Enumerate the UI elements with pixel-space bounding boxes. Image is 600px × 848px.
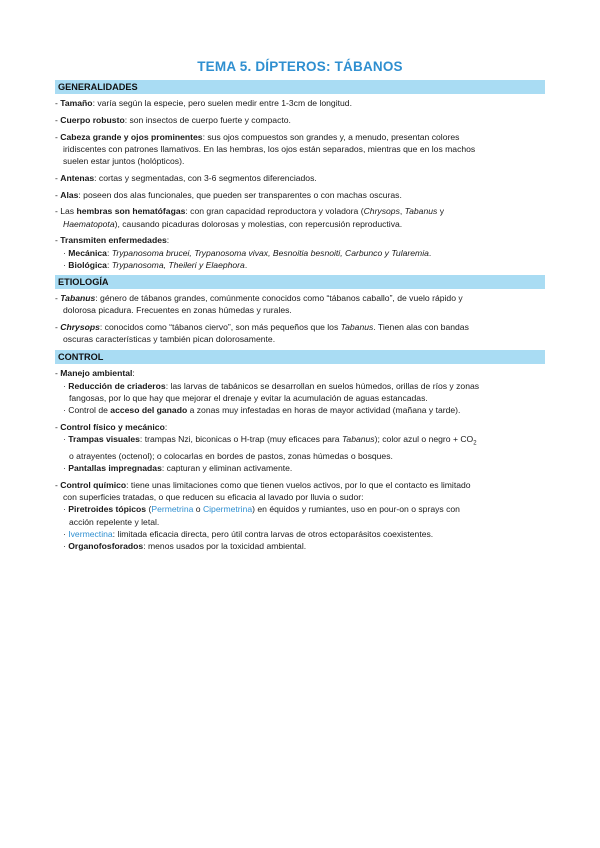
sublist-item-mecanica: · Mecánica: Trypanosoma brucei, Trypanosoma vivax, Besnoitia besnoiti, Carbunco y Tularemia. [63, 247, 432, 258]
list-item-transmiten: - Transmiten enfermedades: · Mecánica: Trypanosoma brucei, Trypanosoma vivax, Besnoitia besnoiti, Carbunco y Tularemia. · Biológica: Trypanosoma, Theileri y Elaephora. [55, 234, 545, 271]
list-item-hembras: - Las hembras son hematófagas: con gran capacidad reproductora y voladora (Chrysops, Tabanus y Haematopota), causando picaduras dolorosas y molestias, con repercusión reproductiva. [55, 206, 444, 229]
section-header-generalidades: GENERALIDADES [55, 80, 545, 94]
list-item-tamano: - Tamaño: varía según la especie, pero suelen medir entre 1-3cm de longitud. [55, 98, 352, 108]
list-item-quimico: - Control químico: tiene unas limitaciones como que tienen vuelos activos, por lo que el contacto es limitado con superficies tratadas, o que reducen su eficacia al lavado por lluvia o sudor: · Piretroides tópicos (Permetrina o Cipermetrina) en équidos y rumiantes, uso en pour-on o sprays con acción repelente y letal. · Ivermectina: limitada eficacia directa, pero útil contra larvas de otros ectoparásitos coexistentes. · Organofosforados: menos usados por la toxicidad ambiental. [55, 479, 545, 552]
list-item-cabeza: - Cabeza grande y ojos prominentes: sus ojos compuestos son grandes y, a menudo, presentan colores iridiscentes con patrones llamativos. En las hembras, los ojos están separados, mientras que en los machos suelen estar juntos (holópticos). [55, 131, 476, 166]
list-item-tabanus: - Tabanus: género de tábanos grandes, comúnmente conocidos como “tábanos caballo”, de vuelo rápido y dolorosa picadura. Frecuentes en zonas húmedas y rurales. [55, 293, 463, 316]
list-item-alas: - Alas: poseen dos alas funcionales, que pueden ser transparentes o con machas oscuras. [55, 189, 402, 200]
document-page [55, 0, 545, 552]
sublist-item-trampas: · Trampas visuales: trampas Nzi, biconicas o H-trap (muy eficaces para Tabanus); color azul o negro + $CO_2$ o atrayentes (octenol); o colocarlas en bordes de pastos, zonas húmedas o bosques. [63, 434, 477, 461]
sublist-item-ivermectina: · Ivermectina: limitada eficacia directa, pero útil contra larvas de otros ectoparásitos coexistentes. [63, 528, 434, 539]
sublist-item-biologica: · Biológica: Trypanosoma, Theileri y Elaephora. [63, 259, 248, 270]
list-item-antenas: - Antenas: cortas y segmentadas, con 3-6 segmentos diferenciados. [55, 172, 317, 183]
list-item-manejo: - Manejo ambiental: · Reducción de criaderos: las larvas de tabánicos se desarrollan en suelos húmedos, orillas de ríos y zonas fangosas, por lo que hay que mejorar el drenaje y evitar la acumulación de aguas estancadas. · Control de acceso del ganado a zonas muy infestadas en horas de mayor actividad (mañana y tarde). [55, 367, 545, 416]
sublist-item-acceso: · Control de acceso del ganado a zonas muy infestadas en horas de mayor actividad (mañana y tarde). [63, 405, 461, 416]
list-item-cuerpo: - Cuerpo robusto: son insectos de cuerpo fuerte y compacto. [55, 114, 291, 125]
sublist-item-organofosforados: · Organofosforados: menos usados por la toxicidad ambiental. [63, 540, 307, 551]
section-header-control: CONTROL [55, 350, 545, 364]
list-item-chrysops: - Chrysops: conocidos como “tábanos ciervo”, son más pequeños que los Tabanus. Tienen alas con bandas oscuras características y también pican dolorosamente. [55, 322, 469, 345]
sublist-item-piretroides: · Piretroides tópicos (Permetrina o Cipermetrina) en équidos y rumiantes, uso en pour-on o sprays con acción repelente y letal. [63, 504, 460, 527]
section-header-etiologia: ETIOLOGÍA [55, 275, 545, 289]
sublist-item-reduccion: · Reducción de criaderos: las larvas de tabánicos se desarrollan en suelos húmedos, orillas de ríos y zonas fangosas, por lo que hay que mejorar el drenaje y evitar la acumulación de aguas estancadas. [63, 380, 480, 403]
list-item-fisico: - Control físico y mecánico: · Trampas visuales: trampas Nzi, biconicas o H-trap (muy eficaces para Tabanus); color azul o negro + $CO_2$ o atrayentes (octenol); o colocarlas en bordes de pastos, zonas húmedas o bosques. · Pantallas impregnadas: capturan y eliminan activamente. [55, 421, 545, 475]
page-title: TEMA 5. DÍPTEROS: TÁBANOS [197, 59, 403, 74]
sublist-item-pantallas: · Pantallas impregnadas: capturan y eliminan activamente. [63, 463, 293, 474]
